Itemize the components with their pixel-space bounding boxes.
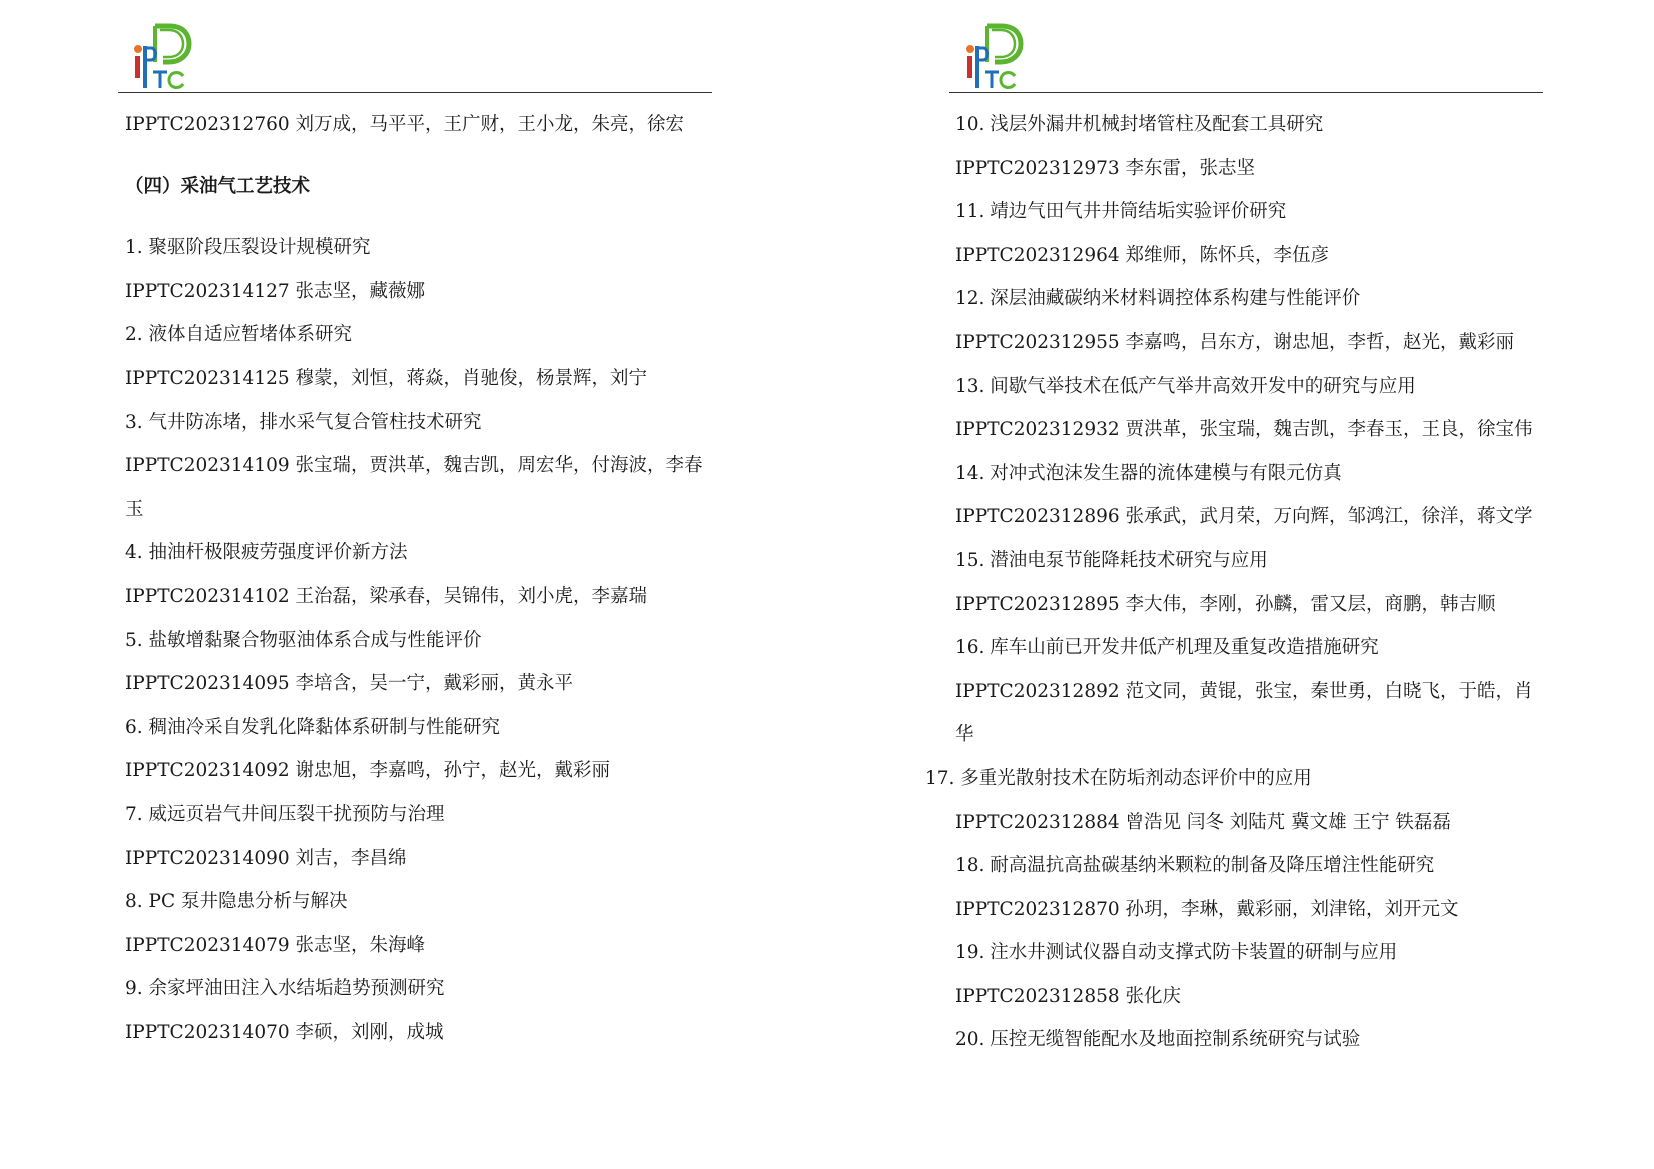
- left-content: [125, 103, 715, 1054]
- right-content: [925, 103, 1565, 1062]
- paper-entry: IPPTC202312896 张承武，武月荣，万向辉，邹鸿江，徐洋，蒋文学: [955, 506, 1533, 528]
- paper-title: 18. 耐高温抗高盐碳基纳米颗粒的制备及降压增注性能研究: [955, 855, 1435, 877]
- paper-entry-continuation: 玉: [125, 498, 144, 520]
- paper-entry: IPPTC202314127 张志坚，藏薇娜: [125, 280, 426, 302]
- paper-entry: IPPTC202314090 刘吉，李昌绵: [125, 847, 407, 869]
- paper-title: 14. 对冲式泡沫发生器的流体建模与有限元仿真: [955, 462, 1342, 484]
- paper-title: 10. 浅层外漏井机械封堵管柱及配套工具研究: [955, 114, 1324, 135]
- right-page: [827, 0, 1654, 1169]
- paper-title: 16. 库车山前已开发井低产机理及重复改造措施研究: [955, 637, 1379, 659]
- ipptc-logo-icon: [133, 22, 195, 92]
- paper-title: 20. 压控无缆智能配水及地面控制系统研究与试验: [955, 1029, 1361, 1051]
- section-heading: （四）采油气工艺技术: [125, 175, 311, 197]
- paper-title: 9. 余家坪油田注入水结垢趋势预测研究: [125, 978, 445, 1000]
- paper-entry: IPPTC202314109 张宝瑞，贾洪革，魏吉凯，周宏华，付海波，李春: [125, 455, 703, 477]
- paper-title: 6. 稠油冷采自发乳化降黏体系研制与性能研究: [125, 716, 501, 738]
- paper-entry: IPPTC202312955 李嘉鸣，吕东方，谢忠旭，李哲，赵光，戴彩丽: [955, 331, 1515, 353]
- paper-entry: IPPTC202312892 范文同，黄锟，张宝，秦世勇，白晓飞，于皓，肖: [955, 680, 1533, 702]
- paper-title: 13. 间歇气举技术在低产气举井高效开发中的研究与应用: [955, 375, 1416, 397]
- paper-entry: IPPTC202314125 穆蒙，刘恒，蒋焱，肖驰俊，杨景辉，刘宁: [125, 367, 648, 389]
- paper-title: 8. PC 泵井隐患分析与解决: [125, 891, 348, 913]
- paper-title: 7. 威远页岩气井间压裂干扰预防与治理: [125, 803, 445, 825]
- paper-title: 3. 气井防冻堵，排水采气复合管柱技术研究: [125, 411, 482, 433]
- paper-title: 4. 抽油杆极限疲劳强度评价新方法: [125, 542, 408, 564]
- paper-title: 12. 深层油藏碳纳米材料调控体系构建与性能评价: [955, 288, 1361, 310]
- paper-entry: IPPTC202312895 李大伟，李刚，孙麟，雷又层，商鹏，韩吉顺: [955, 593, 1496, 615]
- paper-entry: IPPTC202312884 曾浩见 闫冬 刘陆芃 冀文雄 王宁 铁磊磊: [955, 811, 1451, 833]
- paper-entry: IPPTC202312760 刘万成，马平平，王广财，王小龙，朱亮，徐宏: [125, 114, 685, 135]
- paper-title: 11. 靖边气田气井井筒结垢实验评价研究: [955, 201, 1287, 223]
- paper-title: 2. 液体自适应暂堵体系研究: [125, 324, 353, 346]
- paper-title: 1. 聚驱阶段压裂设计规模研究: [125, 237, 371, 259]
- paper-title: 17. 多重光散射技术在防垢剂动态评价中的应用: [925, 767, 1312, 789]
- paper-entry: IPPTC202314102 王治磊，梁承春，吴锦伟，刘小虎，李嘉瑞: [125, 585, 648, 607]
- header-rule: [949, 92, 1543, 93]
- paper-entry-continuation: 华: [955, 724, 974, 746]
- paper-entry: IPPTC202312932 贾洪革，张宝瑞，魏吉凯，李春玉，王良，徐宝伟: [955, 419, 1533, 441]
- paper-entry: IPPTC202314095 李培含，吴一宁，戴彩丽，黄永平: [125, 673, 574, 695]
- paper-entry: IPPTC202314079 张志坚，朱海峰: [125, 934, 426, 956]
- ipptc-logo-icon: [965, 22, 1027, 92]
- paper-entry: IPPTC202312964 郑维师，陈怀兵，李伍彦: [955, 244, 1330, 266]
- paper-entry: IPPTC202312870 孙玥，李琳，戴彩丽，刘津铭，刘开元文: [955, 898, 1459, 920]
- paper-entry: IPPTC202314092 谢忠旭，李嘉鸣，孙宁，赵光，戴彩丽: [125, 760, 611, 782]
- paper-entry: IPPTC202312973 李东雷，张志坚: [955, 157, 1256, 179]
- paper-entry: IPPTC202314070 李硕，刘刚，成城: [125, 1021, 444, 1043]
- paper-title: 5. 盐敏增黏聚合物驱油体系合成与性能评价: [125, 629, 482, 651]
- header-rule: [118, 92, 712, 93]
- paper-title: 15. 潜油电泵节能降耗技术研究与应用: [955, 549, 1268, 571]
- paper-title: 19. 注水井测试仪器自动支撑式防卡装置的研制与应用: [955, 942, 1398, 964]
- paper-entry: IPPTC202312858 张化庆: [955, 985, 1182, 1007]
